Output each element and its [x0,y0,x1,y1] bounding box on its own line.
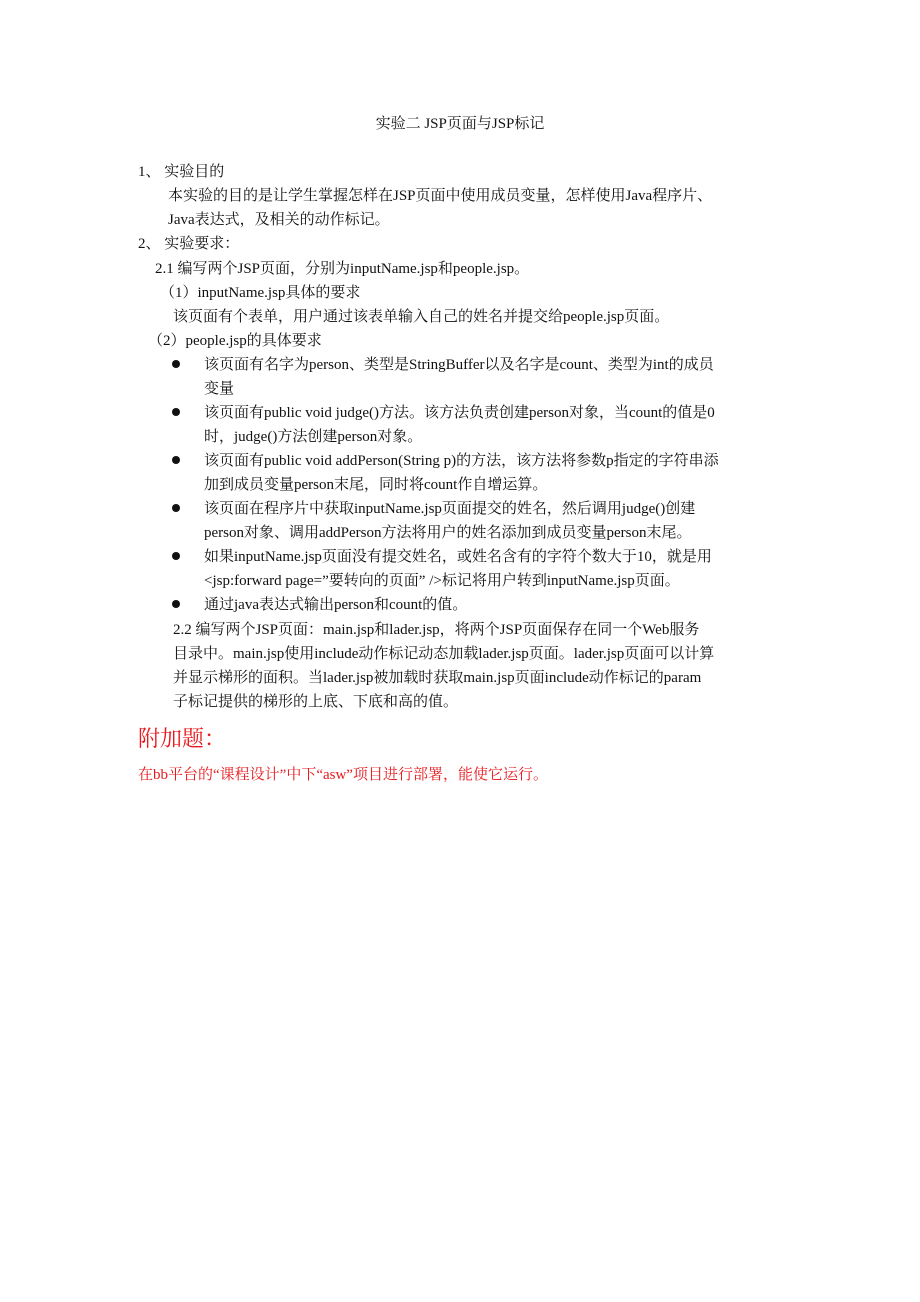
item-2-2-line-1: 2.2 编写两个JSP页面：main.jsp和lader.jsp，将两个JSP页面保存在同一个Web服务 [173,622,700,638]
section-2-heading: 2、 实验要求： [138,236,240,252]
section-1-body-line-1: 本实验的目的是让学生掌握怎样在JSP页面中使用成员变量，怎样使用Java程序片、 [168,188,713,204]
bullet-1-line-2: 变量 [204,381,235,397]
sub-1-body: 该页面有个表单，用户通过该表单输入自己的姓名并提交给people.jsp页面。 [173,309,670,325]
bullet-dot-icon [172,504,180,512]
bullet-4-line-1: 该页面在程序片中获取inputName.jsp页面提交的姓名，然后调用judge()创建 [204,501,696,517]
extra-question-body: 在bb平台的“课程设计”中下“asw”项目进行部署，能使它运行。 [138,767,548,783]
bullet-4-line-2: person对象、调用addPerson方法将用户的姓名添加到成员变量person末尾。 [204,525,692,541]
bullet-dot-icon [172,360,180,368]
bullet-3-line-2: 加到成员变量person末尾，同时将count作自增运算。 [204,477,548,493]
bullet-dot-icon [172,408,180,416]
item-2-1: 2.1 编写两个JSP页面，分别为inputName.jsp和people.jsp。 [155,261,530,277]
bullet-5-line-2: <jsp:forward page=”要转向的页面” />标记将用户转到inputName.jsp页面。 [204,573,680,589]
bullet-3-line-1: 该页面有public void addPerson(String p)的方法，该方法将参数p指定的字符串添 [204,453,719,469]
extra-question-heading: 附加题： [138,726,227,751]
item-2-2-line-2: 目录中。main.jsp使用include动作标记动态加载lader.jsp页面。lader.jsp页面可以计算 [173,646,715,662]
bullet-6-line-1: 通过java表达式输出person和count的值。 [204,597,468,613]
bullet-2-line-2: 时，judge()方法创建person对象。 [204,429,423,445]
sub-2-heading: （2）people.jsp的具体要求 [148,333,322,349]
bullet-dot-icon [172,456,180,464]
bullet-dot-icon [172,552,180,560]
sub-1-heading: （1）inputName.jsp具体的要求 [160,285,361,301]
bullet-1-line-1: 该页面有名字为person、类型是StringBuffer以及名字是count、类型为int的成员 [204,357,714,373]
item-2-2-line-3: 并显示梯形的面积。当lader.jsp被加载时获取main.jsp页面include动作标记的param [173,670,702,686]
bullet-5-line-1: 如果inputName.jsp页面没有提交姓名，或姓名含有的字符个数大于10，就是用 [204,549,712,565]
section-1-heading: 1、 实验目的 [138,164,225,180]
section-1-body-line-2: Java表达式，及相关的动作标记。 [168,212,390,228]
item-2-2-line-4: 子标记提供的梯形的上底、下底和高的值。 [173,694,459,710]
bullet-2-line-1: 该页面有public void judge()方法。该方法负责创建person对象，当count的值是0 [204,405,715,421]
document-title: 实验二 JSP页面与JSP标记 [375,116,545,132]
bullet-dot-icon [172,600,180,608]
